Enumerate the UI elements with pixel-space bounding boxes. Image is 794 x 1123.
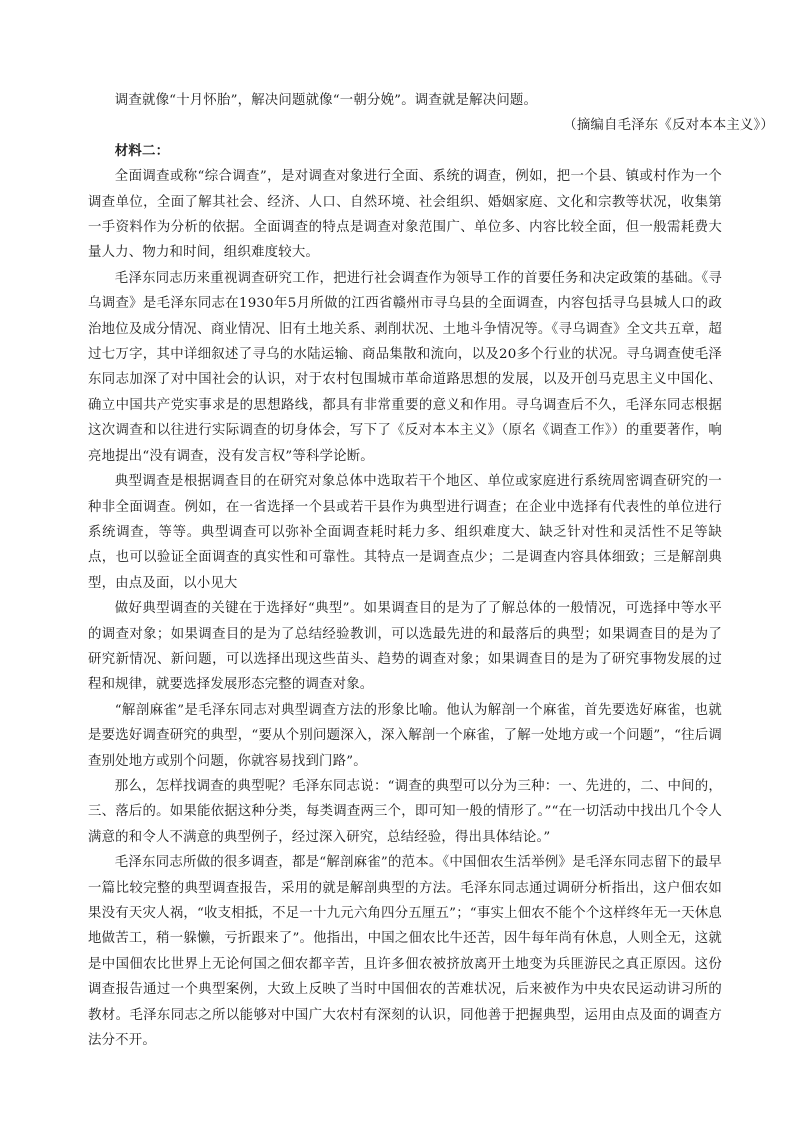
paragraph-xunwu-survey: 毛泽东同志历来重视调查研究工作，把进行社会调查作为领导工作的首要任务和决定政策的基础。《寻乌调查》是毛泽东同志在1930年5月所做的江西省赣州市寻乌县的全面调查，内容包括寻乌县城人口的政治地位及成分情况、商业情况、旧有土地关系、剥削状况、土地斗争情况等。《寻乌调查》全文共五章，超过七万字，其中详细叙述了寻乌的水陆运输、商品集散和流向，以及20多个行业的状况。寻乌调查使毛泽东同志加深了对中国社会的认识，对于农村包围城市革命道路思想的发展，以及开创马克思主义中国化、确立中国共产党实事求是的思想路线，都具有非常重要的意义和作用。寻乌调查后不久，毛泽东同志根据这次调查和以往进行实际调查的切身体会，写下了《反对本本主义》（原名《调查工作》）的重要著作，响亮地提出“没有调查，没有发言权”等科学论断。 <box>88 270 722 464</box>
paragraph-choose-typical: 做好典型调查的关键在于选择好“典型”。如果调查目的是为了了解总体的一般情况，可选择中等水平的调查对象；如果调查目的是为了总结经验教训，可以选最先进的和最落后的典型；如果调查目的是为了研究新情况、新问题，可以选择出现这些苗头、趋势的调查对象；如果调查目的是为了研究事物发展的过程和规律，就要选择发展形态完整的调查对象。 <box>88 601 722 693</box>
paragraph-dissect-sparrow: “解剖麻雀”是毛泽东同志对典型调查方法的形象比喻。他认为解剖一个麻雀，首先要选好麻雀，也就是要选好调查研究的典型，“要从个别问题深入，深入解剖一个麻雀，了解一处地方或一个问题”，“往后调查别处地方或别个问题，你就容易找到门路”。 <box>88 702 722 769</box>
section-heading: 材料二： <box>114 142 170 159</box>
document-page <box>88 88 774 1053</box>
paragraph-tenant-farmer: 毛泽东同志所做的很多调查，都是“解剖麻雀”的范本。《中国佃农生活举例》是毛泽东同志留下的最早一篇比较完整的典型调查报告，采用的就是解剖典型的方法。毛泽东同志通过调研分析指出，这户佃农如果没有天灾人祸，“收支相抵，不足一十九元六角四分五厘五”；“事实上佃农不能个个这样终年无一天休息地做苦工，稍一躲懒，亏折跟来了”。他指出，中国之佃农比牛还苦，因牛每年尚有休息，人则全无，这就是中国佃农比世界上无论何国之佃农都辛苦，且许多佃农被挤放离开土地变为兵匪游民之真正原因。这份调查报告通过一个典型案例，大致上反映了当时中国佃农的苦难状况，后来被作为中央农民运动讲习所的教材。毛泽东同志之所以能够对中国广大农村有深刻的认识，同他善于把握典型，运用由点及面的调查方法分不开。 <box>88 855 722 1049</box>
source-citation: （摘编自毛泽东《反对本本主义》） <box>563 118 774 134</box>
paragraph-comprehensive-survey: 全面调查或称“综合调查”，是对调查对象进行全面、系统的调查，例如，把一个县、镇或村作为一个调查单位，全面了解其社会、经济、人口、自然环境、社会组织、婚姻家庭、文化和宗教等状况，收集第一手资料作为分析的依据。全面调查的特点是调查对象范围广、单位多、内容比较全面，但一般需耗费大量人力、物力和时间，组织难度较大。 <box>88 169 722 261</box>
paragraph-intro: 调查就像“十月怀胎”，解决问题就像“一朝分娩”。调查就是解决问题。 <box>114 93 538 108</box>
paragraph-typical-survey: 典型调查是根据调查目的在研究对象总体中选取若干个地区、单位或家庭进行系统周密调查研究的一种非全面调查。例如，在一省选择一个县或若干县作为典型进行调查；在企业中选择有代表性的单位进行系统调查，等等。典型调查可以弥补全面调查耗时耗力多、组织难度大、缺乏针对性和灵活性不足等缺点，也可以验证全面调查的真实性和可靠性。其特点一是调查点少；二是调查内容具体细致；三是解剖典型，由点及面，以小见大 <box>88 474 722 591</box>
paragraph-find-typical: 那么，怎样找调查的典型呢？毛泽东同志说：“调查的典型可以分为三种：一、先进的，二、中间的，三、落后的。如果能依据这种分类，每类调查两三个，即可知一般的情形了。”“在一切活动中找出几个令人满意的和令人不满意的典型例子，经过深入研究，总结经验，得出具体结论。” <box>88 778 722 845</box>
